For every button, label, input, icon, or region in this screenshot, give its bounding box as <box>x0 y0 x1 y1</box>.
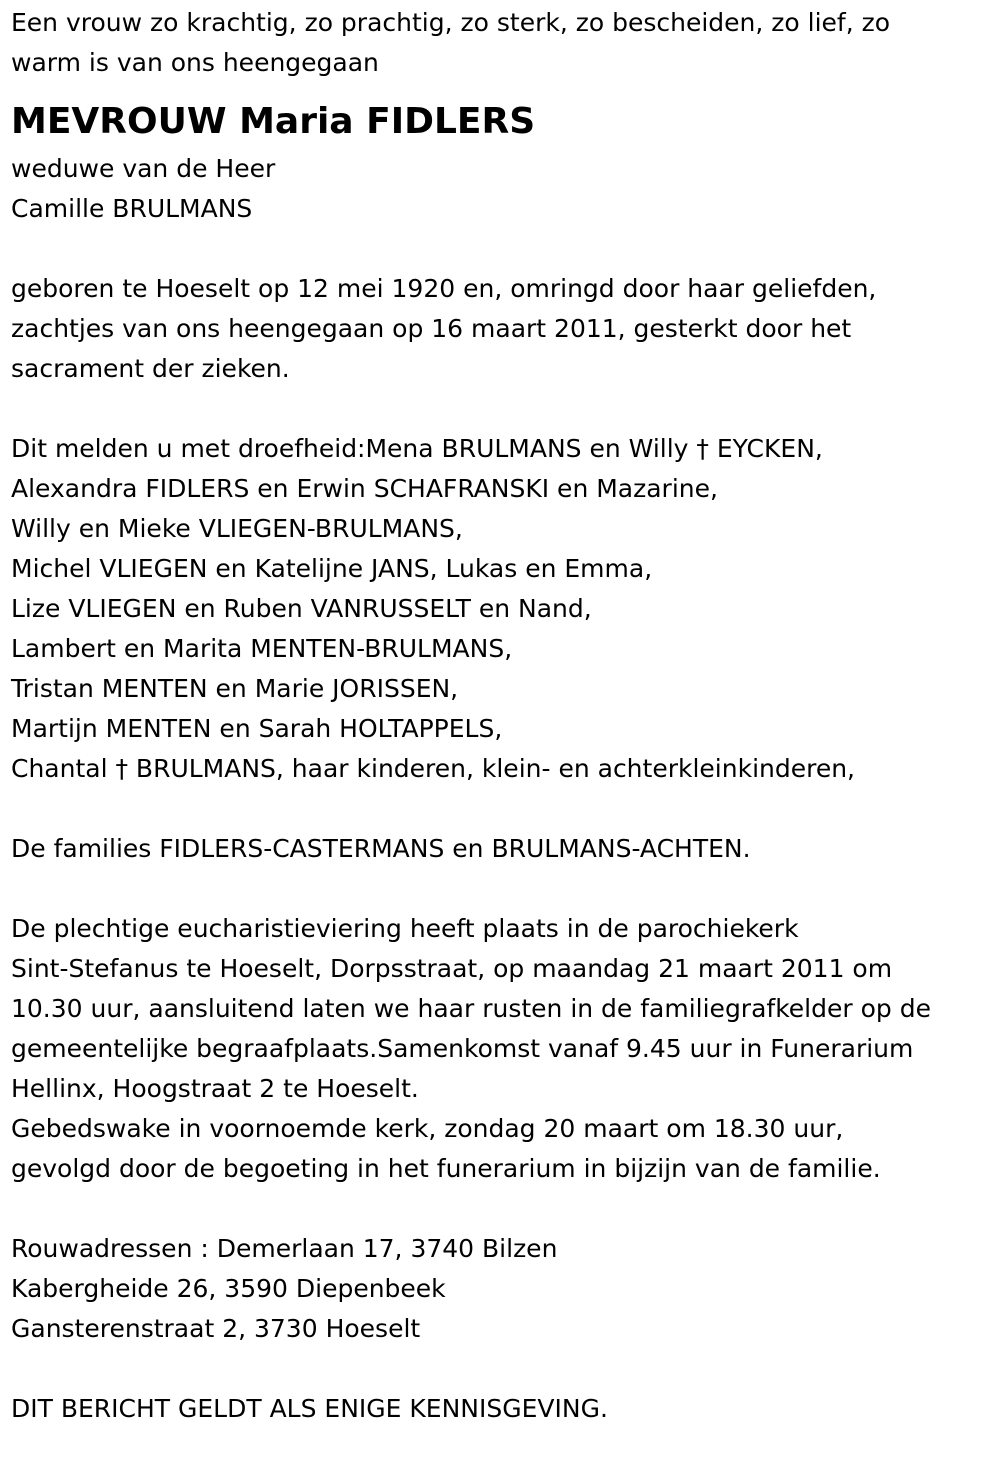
family-list <box>11 429 1000 789</box>
family-line: Chantal † BRULMANS, haar kinderen, klein- en achterkleinkinderen, <box>11 754 856 783</box>
ceremony-line: gemeentelijke begraafplaats.Samenkomst vanaf 9.45 uur in Funerarium <box>11 1034 914 1063</box>
family-line: Tristan MENTEN en Marie JORISSEN, <box>11 674 459 703</box>
intro-text <box>11 3 1000 83</box>
spacer <box>11 389 1000 429</box>
notice-line: DIT BERICHT GELDT ALS ENIGE KENNISGEVING. <box>11 1394 608 1423</box>
families-line: De families FIDLERS-CASTERMANS en BRULMANS-ACHTEN. <box>11 834 751 863</box>
ceremony-line: Gebedswake in voornoemde kerk, zondag 20 maart om 18.30 uur, <box>11 1114 844 1143</box>
deceased-name: MEVROUW Maria FIDLERS <box>11 101 536 142</box>
family-line: Alexandra FIDLERS en Erwin SCHAFRANSKI en Mazarine, <box>11 474 718 503</box>
family-line: Lambert en Marita MENTEN-BRULMANS, <box>11 634 513 663</box>
spacer <box>11 1189 1000 1229</box>
intro-line: Een vrouw zo krachtig, zo prachtig, zo sterk, zo bescheiden, zo lief, zo <box>11 8 891 37</box>
family-line: Dit melden u met droefheid:Mena BRULMANS en Willy † EYCKEN, <box>11 434 823 463</box>
widow-text <box>11 149 1000 229</box>
addresses-block <box>11 1229 1000 1349</box>
address-line: Kabergheide 26, 3590 Diepenbeek <box>11 1274 446 1303</box>
spacer <box>11 789 1000 829</box>
ceremony-line: 10.30 uur, aansluitend laten we haar rusten in de familiegrafkelder op de <box>11 994 931 1023</box>
widow-line: Camille BRULMANS <box>11 194 253 223</box>
spacer <box>11 869 1000 909</box>
family-line: Michel VLIEGEN en Katelijne JANS, Lukas en Emma, <box>11 554 653 583</box>
family-line: Martijn MENTEN en Sarah HOLTAPPELS, <box>11 714 503 743</box>
ceremony-line: Sint-Stefanus te Hoeselt, Dorpsstraat, op maandag 21 maart 2011 om <box>11 954 893 983</box>
ceremony-line: Hellinx, Hoogstraat 2 te Hoeselt. <box>11 1074 419 1103</box>
address-line: Gansterenstraat 2, 3730 Hoeselt <box>11 1314 421 1343</box>
ceremony-line: De plechtige eucharistieviering heeft plaats in de parochiekerk <box>11 914 799 943</box>
birth-death-line: sacrament der zieken. <box>11 354 290 383</box>
intro-line: warm is van ons heengegaan <box>11 48 379 77</box>
birth-death-paragraph <box>11 269 1000 389</box>
spacer <box>11 1349 1000 1389</box>
family-line: Lize VLIEGEN en Ruben VANRUSSELT en Nand, <box>11 594 592 623</box>
widow-line: weduwe van de Heer <box>11 154 276 183</box>
ceremony-line: gevolgd door de begoeting in het funerarium in bijzijn van de familie. <box>11 1154 881 1183</box>
ceremony-paragraph <box>11 909 1000 1189</box>
birth-death-line: zachtjes van ons heengegaan op 16 maart 2011, gesterkt door het <box>11 314 852 343</box>
family-line: Willy en Mieke VLIEGEN-BRULMANS, <box>11 514 463 543</box>
address-line: Rouwadressen : Demerlaan 17, 3740 Bilzen <box>11 1234 558 1263</box>
spacer <box>11 229 1000 269</box>
birth-death-line: geboren te Hoeselt op 12 mei 1920 en, omringd door haar geliefden, <box>11 274 877 303</box>
